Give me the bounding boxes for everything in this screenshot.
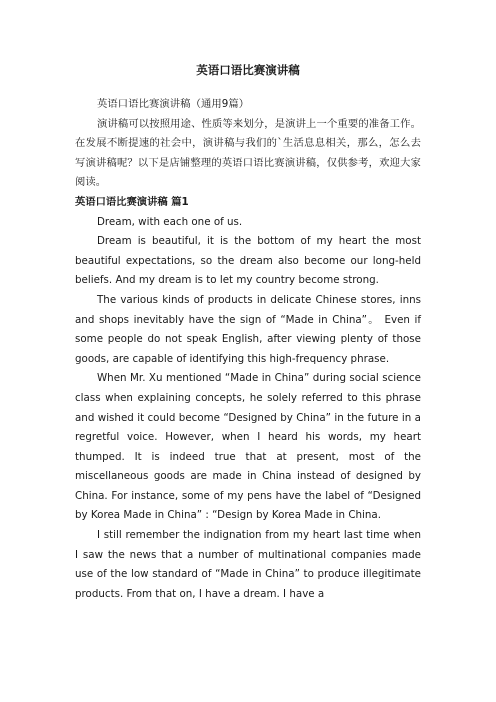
- intro-subtitle: 英语口语比赛演讲稿（通用9篇）: [97, 98, 250, 110]
- body-paragraph: Dream, with each one of us.: [97, 215, 243, 228]
- body-paragraph: I still remember the indignation from my heart last time when I saw the news that a number of multinational companies made use of the low standard of “Made in China” to produce illegitimate products. From that on, I have a dream. I have a: [75, 529, 421, 600]
- document-title: 英语口语比赛演讲稿: [196, 63, 300, 77]
- intro-paragraph: 演讲稿可以按照用途、性质等来划分，是演讲上一个重要的准备工作。在发展不断提速的社会中，演讲稿与我们的`生活息息相关，那么，怎么去写演讲稿呢？以下是店铺整理的英语口语比赛演讲稿，仅供参考，欢迎大家阅读。: [75, 117, 421, 189]
- body-paragraph: Dream is beautiful, it is the bottom of my heart the most beautiful expectations, so the dream also become our long-held beliefs. And my dream is to let my country become strong.: [75, 235, 421, 287]
- document-page: [75, 62, 421, 604]
- body-paragraph: The various kinds of products in delicate Chinese stores, inns and shops inevitably have the sign of “Made in China”。 Even if some people do not speak English, after viewing plenty of those goods, are capable of identifying this high-frequency phrase.: [75, 293, 421, 365]
- body-paragraph: When Mr. Xu mentioned “Made in China” during social science class when explaining concepts, he solely referred to this phrase and wished it could become “Designed by China” in the future in a regretful voice. However, when I heard his words, my heart thumped. It is indeed true that at present, most of the miscellaneous goods are made in China instead of designed by China. For instance, some of my pens have the label of “Designed by Korea Made in China” : “Design by Korea Made in China.: [75, 372, 421, 522]
- section-heading: 英语口语比赛演讲稿 篇1: [75, 195, 189, 208]
